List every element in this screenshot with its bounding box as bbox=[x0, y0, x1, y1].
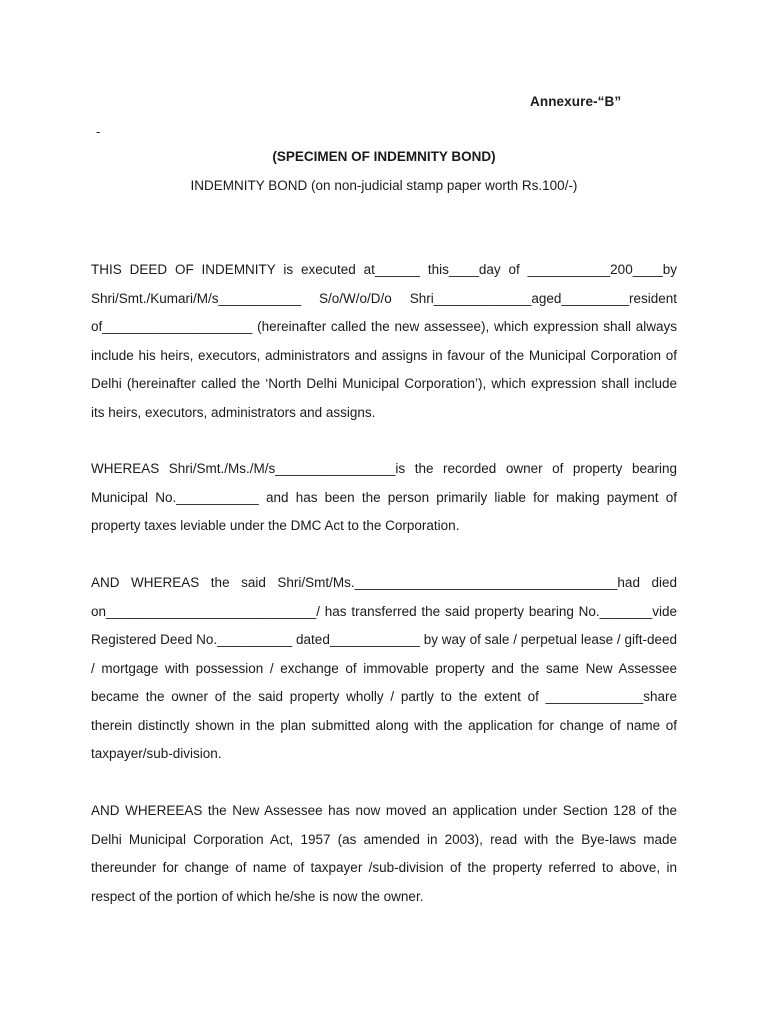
paragraph-and-whereeas: AND WHEREEAS the New Assessee has now moved an application under Section 128 of the Delhi Municipal Corporation Act, 1957 (as amended in 2003), read with the Bye-laws made thereunder for change of name of taxpayer /sub-division of the property referred to above, in respect of the portion of which he/she is now the owner. bbox=[91, 803, 677, 904]
paragraph-deed-of-indemnity: THIS DEED OF INDEMNITY is executed at______ this____day of ___________200____by Shri/Smt./Kumari/M/s___________ S/o/W/o/D/o Shri_____________aged_________resident of____________________ (hereinafter called the new assessee), which expression shall always include his heirs, executors, administrators and assigns in favour of the Municipal Corporation of Delhi (hereinafter called the ‘North Delhi Municipal Corporation’), which expression shall include its heirs, executors, administrators and assigns. bbox=[91, 262, 677, 420]
document-title: (SPECIMEN OF INDEMNITY BOND) bbox=[272, 149, 496, 164]
paragraph-and-whereas: AND WHEREAS the said Shri/Smt/Ms.___________________________________had died on____________________________/ has transferred the said property bearing No._______vide Registered Deed No.__________ dated____________ by way of sale / perpetual lease / gift-deed / mortgage with possession / exchange of immovable property and the same New Assessee became the owner of the said property wholly / partly to the extent of _____________share therein distinctly shown in the plan submitted along with the application for change of name of taxpayer/sub-division. bbox=[91, 575, 677, 761]
document-subtitle: INDEMNITY BOND (on non-judicial stamp paper worth Rs.100/-) bbox=[190, 178, 578, 193]
annexure-label: Annexure-“B” bbox=[530, 94, 622, 109]
paragraph-whereas: WHEREAS Shri/Smt./Ms./M/s________________is the recorded owner of property bearing Municipal No.___________ and has been the person primarily liable for making payment of property taxes leviable under the DMC Act to the Corporation. bbox=[91, 461, 677, 533]
stray-dash: - bbox=[96, 124, 101, 139]
